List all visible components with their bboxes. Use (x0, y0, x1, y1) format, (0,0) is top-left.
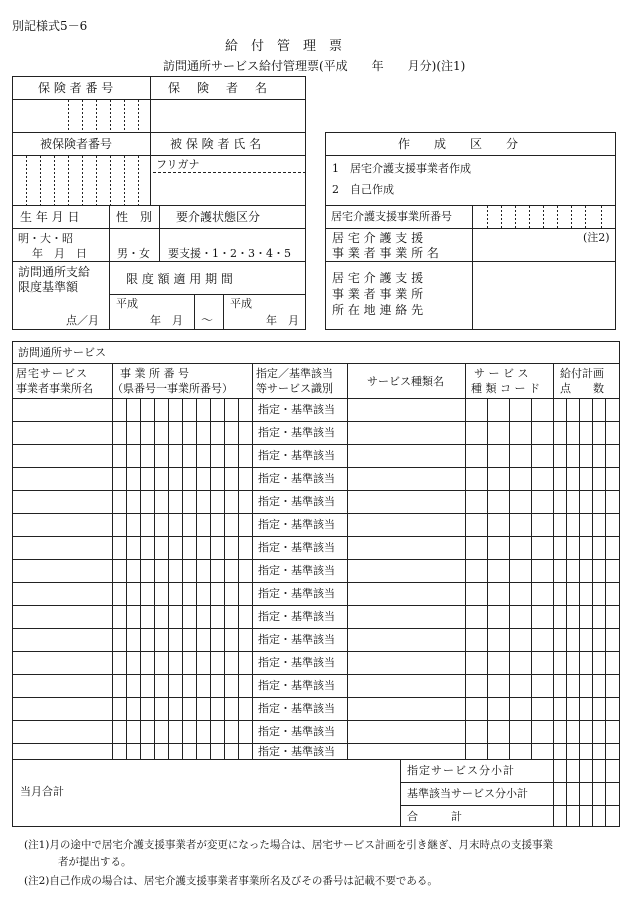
grand-total-label: 合 計 (407, 810, 462, 823)
row-designation: 指定・基準該当 (258, 745, 335, 758)
support-address-label-2: 事 業 者 事 業 所 (332, 287, 424, 301)
support-address-label-3: 所 在 地 連 絡 先 (332, 303, 424, 317)
row-designation: 指定・基準該当 (258, 633, 335, 646)
insurer-name-label: 保 険 者 名 (168, 81, 274, 95)
col-service-type: サービス種類名 (367, 375, 444, 388)
period-tilde: ～ (201, 313, 214, 327)
col-service-code-line-1: サ ー ビ ス (474, 367, 529, 380)
form-number: 別記様式5－6 (12, 19, 88, 33)
period-end-era: 平成 (230, 297, 252, 310)
furigana-label: フリガナ (156, 158, 200, 171)
row-designation: 指定・基準該当 (258, 656, 335, 669)
form-subtitle: 訪問通所サービス給付管理票(平成 年 月分)(注1) (163, 59, 466, 73)
creation-option-1: 1 居宅介護支援事業者作成 (332, 162, 471, 175)
era-options: 明・大・昭 (18, 232, 73, 245)
col-provider-line-2: 事業者事業所名 (16, 382, 93, 395)
row-designation: 指定・基準該当 (258, 495, 335, 508)
row-designation: 指定・基準該当 (258, 426, 335, 439)
limit-period-label: 限 度 額 適 用 期 間 (126, 272, 233, 286)
col-designation-line-2: 等サービス識別 (256, 382, 333, 395)
services-section-title: 訪問通所サービス (18, 346, 106, 359)
col-points-line-2: 点 数 (560, 382, 604, 395)
creation-option-2: 2 自己作成 (332, 183, 394, 196)
support-address-label-1: 居 宅 介 護 支 援 (332, 271, 424, 285)
row-designation: 指定・基準該当 (258, 679, 335, 692)
support-office-name-label-2: 事 業 者 事 業 所 名 (332, 246, 439, 260)
limit-amount-unit: 点／月 (66, 314, 99, 327)
row-designation: 指定・基準該当 (258, 518, 335, 531)
sex-options: 男・女 (117, 247, 150, 260)
period-start-ym: 年 月 (150, 314, 183, 327)
col-designation-line-1: 指定／基準該当 (256, 367, 333, 380)
standard-subtotal-label: 基準該当サービス分小計 (407, 787, 528, 800)
support-office-name-label-1: 居 宅 介 護 支 援 (332, 231, 424, 245)
row-designation: 指定・基準該当 (258, 725, 335, 738)
row-designation: 指定・基準該当 (258, 449, 335, 462)
designated-subtotal-label: 指定サービス分小計 (407, 764, 515, 777)
row-designation: 指定・基準該当 (258, 564, 335, 577)
period-start-era: 平成 (116, 297, 138, 310)
row-designation: 指定・基準該当 (258, 587, 335, 600)
form-title: 給 付 管 理 票 (225, 39, 343, 54)
row-designation: 指定・基準該当 (258, 610, 335, 623)
limit-amount-label-2: 限度基準額 (18, 280, 79, 294)
col-points-line-1: 給付計画 (560, 367, 604, 380)
insurer-number-label: 保 険 者 番 号 (38, 81, 114, 95)
birth-date-format: 年 月 日 (32, 247, 87, 260)
insured-number-label: 被保険者番号 (40, 137, 113, 151)
birth-date-label: 生 年 月 日 (20, 210, 80, 224)
row-designation: 指定・基準該当 (258, 403, 335, 416)
care-level-label: 要介護状態区分 (176, 210, 261, 224)
col-service-code-line-2: 種 類 コ ー ド (471, 382, 540, 395)
col-provider-line-1: 居宅サービス (16, 367, 88, 380)
note-2: (注2)自己作成の場合は、居宅介護支援事業者事業所名及びその番号は記載不要である。 (24, 875, 438, 887)
care-level-options: 要支援・1・2・3・4・5 (168, 247, 291, 260)
col-office-no-line-2: （県番号一事業所番号） (112, 382, 233, 395)
monthly-total-label: 当月合計 (20, 785, 64, 798)
row-designation: 指定・基準該当 (258, 472, 335, 485)
insured-name-label: 被 保 険 者 氏 名 (170, 137, 262, 151)
period-end-ym: 年 月 (266, 314, 299, 327)
col-office-no-line-1: 事 業 所 番 号 (120, 367, 189, 380)
row-designation: 指定・基準該当 (258, 541, 335, 554)
note-1-line-1: (注1)月の途中で居宅介護支援事業者が変更になった場合は、居宅サービス計画を引き継ぎ、月末時点の支援事業 (24, 839, 553, 851)
limit-amount-label-1: 訪問通所支給 (18, 265, 91, 279)
support-office-number-label: 居宅介護支援事業所番号 (331, 210, 452, 223)
note-2-marker: (注2) (583, 231, 610, 244)
note-1-line-2: 者が提出する。 (58, 856, 132, 868)
sex-label: 性 別 (116, 210, 153, 224)
creation-type-header: 作 成 区 分 (398, 137, 519, 151)
row-designation: 指定・基準該当 (258, 702, 335, 715)
